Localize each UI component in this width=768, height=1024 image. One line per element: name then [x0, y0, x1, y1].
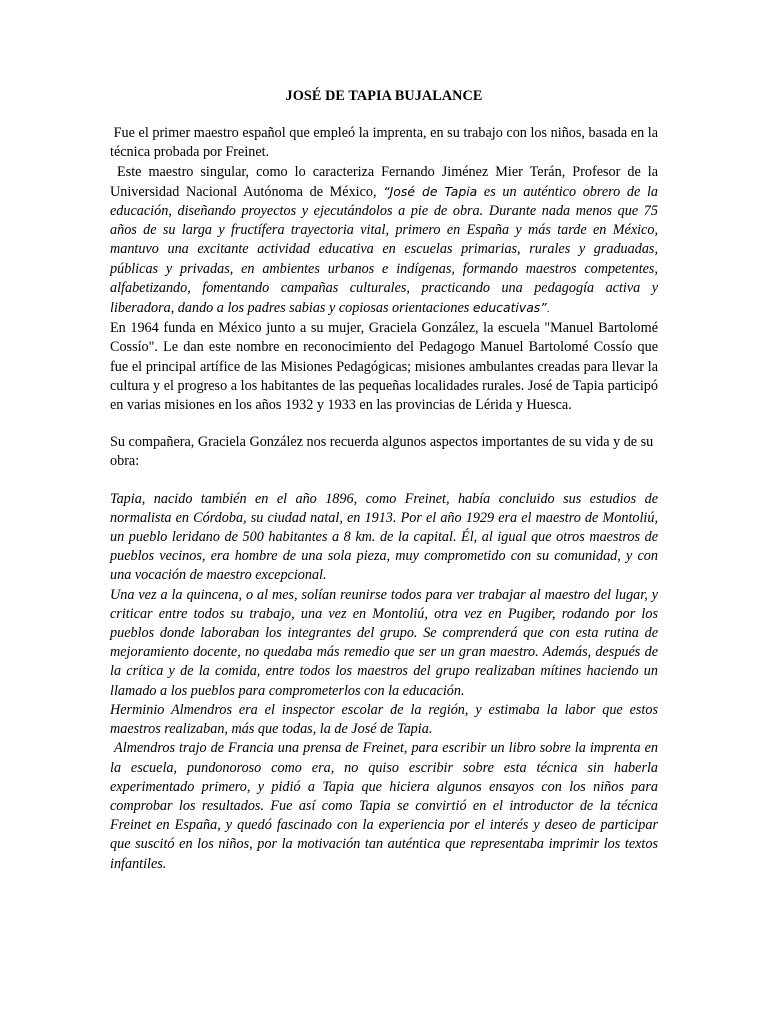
blank-line [110, 415, 658, 433]
quote-paragraph-press-text: Almendros trajo de Francia una prensa de Freinet, para escribir un libro sobre la imprenta en la escuela, pundonoroso como era, no quiso escribir sobre esta técnica sin haberla experimentado primero, y pidió a Tapia que hiciera algunos ensayos con los niños para comprobar los resultados. Fue así como Tapia se convirtió en el introductor de la técnica Freinet en España, y quedó fascinado con la experiencia por el interés y deseo de participar que suscitó en los niños, por la motivación tan auténtica que representaba imprimir los textos infantiles. [110, 740, 658, 872]
paragraph-characterization [110, 163, 658, 320]
document-body [110, 87, 658, 874]
characterization-intro-text: Este maestro singular, como lo caracteriza Fernando Jiménez Mier Terán, Profesor de la Universidad Nacional Autónoma de México, [110, 163, 659, 200]
quote-paragraph-press [110, 739, 658, 873]
paragraph-intro-text: Fue el primer maestro español que empleó la imprenta, en su trabajo con los niños, basada en la técnica probada por Freinet. [110, 125, 659, 161]
quote-open-text: “José de Tapia [383, 183, 478, 199]
quote-body-text: es un auténtico obrero de la educación, diseñando proyectos y ejecutándolos a pie de obra. Durante nada menos que 75 años de su larga y fructífera trayectoria vital, primero en España y más tarde en México, mantuvo una excitante actividad educativa en escuelas primarias, rurales y graduadas, públicas y privadas, en ambientes urbanos e indígenas, formando maestros competentes, alfabetizando, fomentando campañas culturales, practicando una pedagogía activa y liberadora, dando a los padres sabias y copiosas orientaciones [110, 183, 658, 317]
quote-end-text: . [546, 303, 550, 316]
paragraph-intro [110, 124, 658, 162]
quote-paragraph-birth: Tapia, nacido también en el año 1896, como Freinet, había concluido sus estudios de normalista en Córdoba, su ciudad natal, en 1913. Por el año 1929 era el maestro de Montoliú, un pueblo leridano de 500 habitantes a 8 km. de la capital. Él, al igual que otros maestros de pueblos vecinos, era hombre de una sola pieza, muy comprometido con su comunidad, y con una vocación de maestro excepcional. [110, 490, 658, 584]
paragraph-graciela-intro: Su compañera, Graciela González nos recuerda algunos aspectos importantes de su vida y de su obra: [110, 434, 654, 470]
document-title: JOSÉ DE TAPIA BUJALANCE [285, 88, 483, 104]
quote-close-text: educativas” [472, 300, 547, 316]
paragraph-school-founding: En 1964 funda en México junto a su mujer, Graciela González, la escuela "Manuel Bartolomé Cossío". Le dan este nombre en reconocimiento del Pedagogo Manuel Bartolomé Cossío que fue el principal artífice de las Misiones Pedagógicas; misiones ambulantes creadas para llevar la cultura y el progreso a los habitantes de las pequeñas localidades rurales. José de Tapia participó en varias misiones en los años 1932 y 1933 en las provincias de Lérida y Huesca. [110, 320, 658, 414]
blank-line [110, 472, 658, 490]
quote-paragraph-meetings: Una vez a la quincena, o al mes, solían reunirse todos para ver trabajar al maestro del lugar, y criticar entre todos su trabajo, una vez en Montoliú, otra vez en Pugiber, rodando por los pueblos donde laboraban los integrantes del grupo. Se comprenderá que con esta rutina de mejoramiento docente, no quedaba más remedio que ser un gran maestro. Además, después de la crítica y de la comida, entre todos los maestros del grupo realizaban mítines haciendo un llamado a los pueblos para comprometerlos con la educación. [110, 586, 658, 699]
quote-paragraph-inspector: Herminio Almendros era el inspector escolar de la región, y estimaba la labor que estos maestros realizaban, más que todas, la de José de Tapia. [110, 701, 658, 738]
